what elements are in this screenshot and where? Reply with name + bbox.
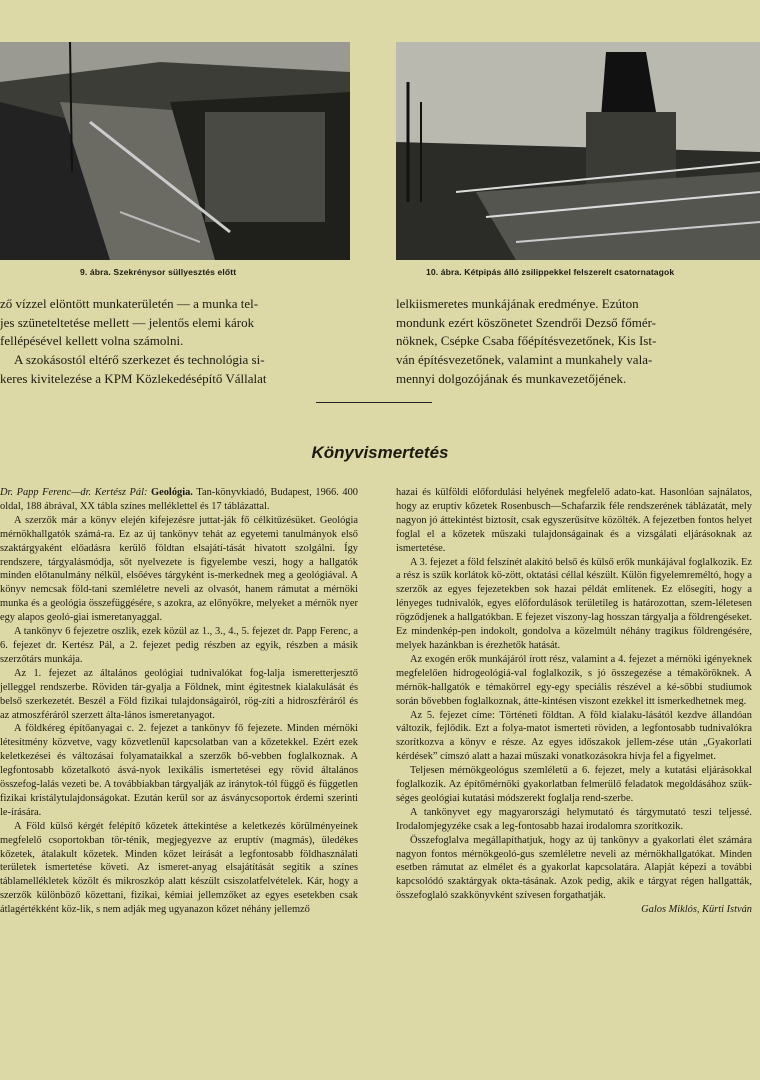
review-paragraph: Az 5. fejezet címe: Történeti földtan. A föld kialaku-lásától kezdve állandóan változik, fejlődik. Ezt a folya-matot ismerteti röviden, a legfontosabb tudnivalókra szorítkozva a könyv e része. Az egyes időszakok jellem-zése után „Gyakorlati kérdések” címszó alatt a hazai műszaki vonatkozásokra hívja fel a figyelmet. [396, 709, 752, 763]
text-line: A szokásostól eltérő szerkezet és technológia si- [14, 352, 265, 368]
review-paragraph: Összefoglalva megállapíthatjuk, hogy az új tankönyv a gyakorlati élet számára nagyon fontos mérnökgeoló-gus szemléletre neveli az mérnökhallgatókat. Minden esetben rámutat az elmélet és a gyakorlat kapcsolatára. Alapját képezi a további kapcsolódó szaktárgyak okta-tásának. Azok pedig, akik e tárgyat régen hallgatták, összefoglaló szakkönyvként szívesen forgathatják. [396, 834, 752, 902]
review-paragraph: Az exogén erők munkájáról írott rész, valamint a 4. fejezet a mérnöki igényeknek megfelelően hidrogeológiá-val foglalkozik, s jó összegezése a témaköröknek. A mérnök-hallgatók e témakörrel egy-egy speciális részével a ké-sőbbi studiumok során bővebben foglalkoznak, átte-kintésen viszont ezekkel itt ismerkedhetnek meg. [396, 653, 752, 707]
figure-9-caption: 9. ábra. Szekrénysor süllyesztés előtt [80, 267, 237, 277]
review-paragraph: A Föld külső kérgét felépítő kőzetek áttekintése a keletkezés körülményeinek megfelelő csoportokban tör-ténik, megjegyezve az eruptív (magmás), üledékes kőzetek, átalakult kőzetek. Minden kőzet leírását a legfontosabb földhasználati területek ismertetése követi. Az ismeret-anyag elsajátítását segítik a színes táblamellékletek közölt és mikroszkóp alatt készült csiszolatfelvételek. Kár, hogy a szerzők különböző közettani, fizikai, kémiai jellemzőket az egyes esetekben csak átlagértékként köz-lik, s nem adják meg ugyanazon kőzet néhány jellemző [0, 820, 358, 916]
figure-10-photo [396, 42, 760, 260]
review-book-title: Geológia. [151, 487, 193, 498]
review-paragraph: A földkéreg építőanyagai c. 2. fejezet a tankönyv fő fejezete. Minden mérnöki létesítmény közvetve, vagy közvetlenül kapcsolatban van a kőzetekkel. Ezért ezek keletkezései és változásai folyamataikkal a szerzők bő-vebben foglalkoznak. A legfontosabb kőzetalkotó ásvá-nyok lexikális ismertetései egy rövid általános összefog-lalás vezeti be. A továbbiakban tárgyalják az iránytok-tól függő és független fizikai kristálytulajdonságokat. Ezután kerül sor az ásványcsoportok érdemi szerinti le-írására. [0, 723, 358, 818]
section-heading: Könyvismertetés [311, 443, 449, 462]
article-ending-right-column [396, 295, 752, 389]
review-paragraph: Teljesen mérnökgeológus szemléletű a 6. fejezet, mely a kutatási eljárásokkal foglalkozik. Az építőmérnöki gyakorlatban felmerülő feladatok megoldásához szük-séges geológiai kutatási módszerekt foglalja rend-szerbe. [396, 765, 752, 804]
text-line: ván építésvezetőnek, valamint a munkahely vala- [396, 352, 653, 368]
text-line: fellépésével kellett volna számolni. [0, 333, 184, 349]
text-line: keres kivitelezése a KPM Közlekedésépítő Vállalat [0, 370, 267, 386]
review-publication-details: Tan-könyvkiadó, Budapest, 1966. 400 oldal, 188 ábrával, XX tábla színes melléklettel és 17 táblázattal. [0, 487, 358, 512]
review-intro [0, 486, 358, 514]
text-line: mondunk ezért köszönetet Szendrői Dezső főmér- [396, 314, 657, 330]
review-paragraph: hazai és külföldi előfordulási helyének megfelelő adato-kat. Hasonlóan sajnálatos, hogy az eruptív kőzetek Rosenbusch—Schafarzik féle rendszerének táblázatát, mely nagyon jó áttekintést biztosít, csak egyszerűsítve közölték. A fejezetben fontos helyet foglal el a kőzetek műszaki tulajdonságainak és a vizsgálati eljárásoknak az ismertetése. [396, 487, 752, 554]
review-right-column [396, 486, 752, 917]
text-line: ző vízzel elöntött munkaterületén — a munka tel- [0, 296, 259, 311]
review-paragraph: A szerzők már a könyv elején kifejezésre juttat-ják fő célkitűzésüket. Geológia mérnökhallgatók számá-ra. Ez az új tankönyv tehát az egyetemi tanulmányok első szaktárgyaként előadásra kerülő földtan elsajátí-tását hivatott szolgálni. Így rendszere, tárgyalásmódja, sőt nyelvezete is figyelembe veszi, hogy a hallgatók minden előtanulmány nélkül, elsőéves tárgyként is-merkednek meg a geológiával. A könyv nemcsak föld-tani szemléletre neveli az olvasót, hanem rámutat a mérnöki munka és a geológia összefüggésére, s azokra, az előnyökre, melyeket a mérnök nyer egy alapos geoló-giai ismeretanyaggal. [0, 514, 358, 624]
text-line: lelkiismeretes munkájának eredménye. Ezúton [396, 296, 639, 311]
review-paragraph: A tankönyv 6 fejezetre oszlik, ezek közül az 1., 3., 4., 5. fejezet dr. Papp Ferenc, a 6. fejezet dr. Kertész Pál, a 2. fejezet pedig részben az egyik, részben a másik szerzőtárs munkája. [0, 626, 358, 665]
review-paragraph: A 3. fejezet a föld felszínét alakító belső és külső erők munkájával foglalkozik. Ez a rész is szűk korlátok kö-zött, oktatási céllal készült. Külön figyelemreméltó, hogy a szerzők az egyes fejezetekben sok hazai példát említenek. Ez elősegíti, hogy a lényeges tudnivalók, egyes előfordulások területileg is határozottan, szem-léletesen rögződjenek a hallgatókban. E fejezet viszony-lag hosszan tárgyalja a földrengéseket. Ez mindenkép-pen indokolt, gondolva a közelmúlt néhány tragikus földrengésére, melyek hazánkban is érezhetők hatását. [396, 556, 752, 651]
review-paragraph: A tankönyvet egy magyarországi helymutató és tárgymutató teszi teljessé. Irodalomjegyzéke csak a leg-fontosabb hazai irodalomra szorítkozik. [396, 806, 752, 832]
text-line: nöknek, Csépke Csaba főépítésvezetőnek, Kis Ist- [396, 333, 657, 349]
review-signature: Galos Miklós, Kürti István [641, 904, 752, 916]
text-line: jes szüneteltetése mellett — jelentős elemi károk [0, 314, 255, 330]
article-ending-left-column [0, 295, 354, 389]
figure-10-caption: 10. ábra. Kétpipás álló zsilippekkel felszerelt csatornatagok [426, 267, 675, 277]
review-authors: Dr. Papp Ferenc—dr. Kertész Pál: [0, 487, 148, 498]
review-left-column [0, 486, 358, 917]
section-divider [316, 402, 432, 403]
text-line: mennyi dolgozójának és munkavezetőjének. [396, 370, 627, 386]
figure-9-photo [0, 42, 350, 260]
review-paragraph: Az 1. fejezet az általános geológiai tudnivalókat fog-lalja ismeretterjesztő jelleggel rendszerbe. Röviden tár-gyalja a Földnek, mint égitestnek kialakulását és belső szerkezetét. Beszél a Föld fizikai tulajdonságairól, rög-zíti a hidroszféráról és az atmoszféráról szerzett álta-lános ismeretanyagot. [0, 667, 358, 721]
